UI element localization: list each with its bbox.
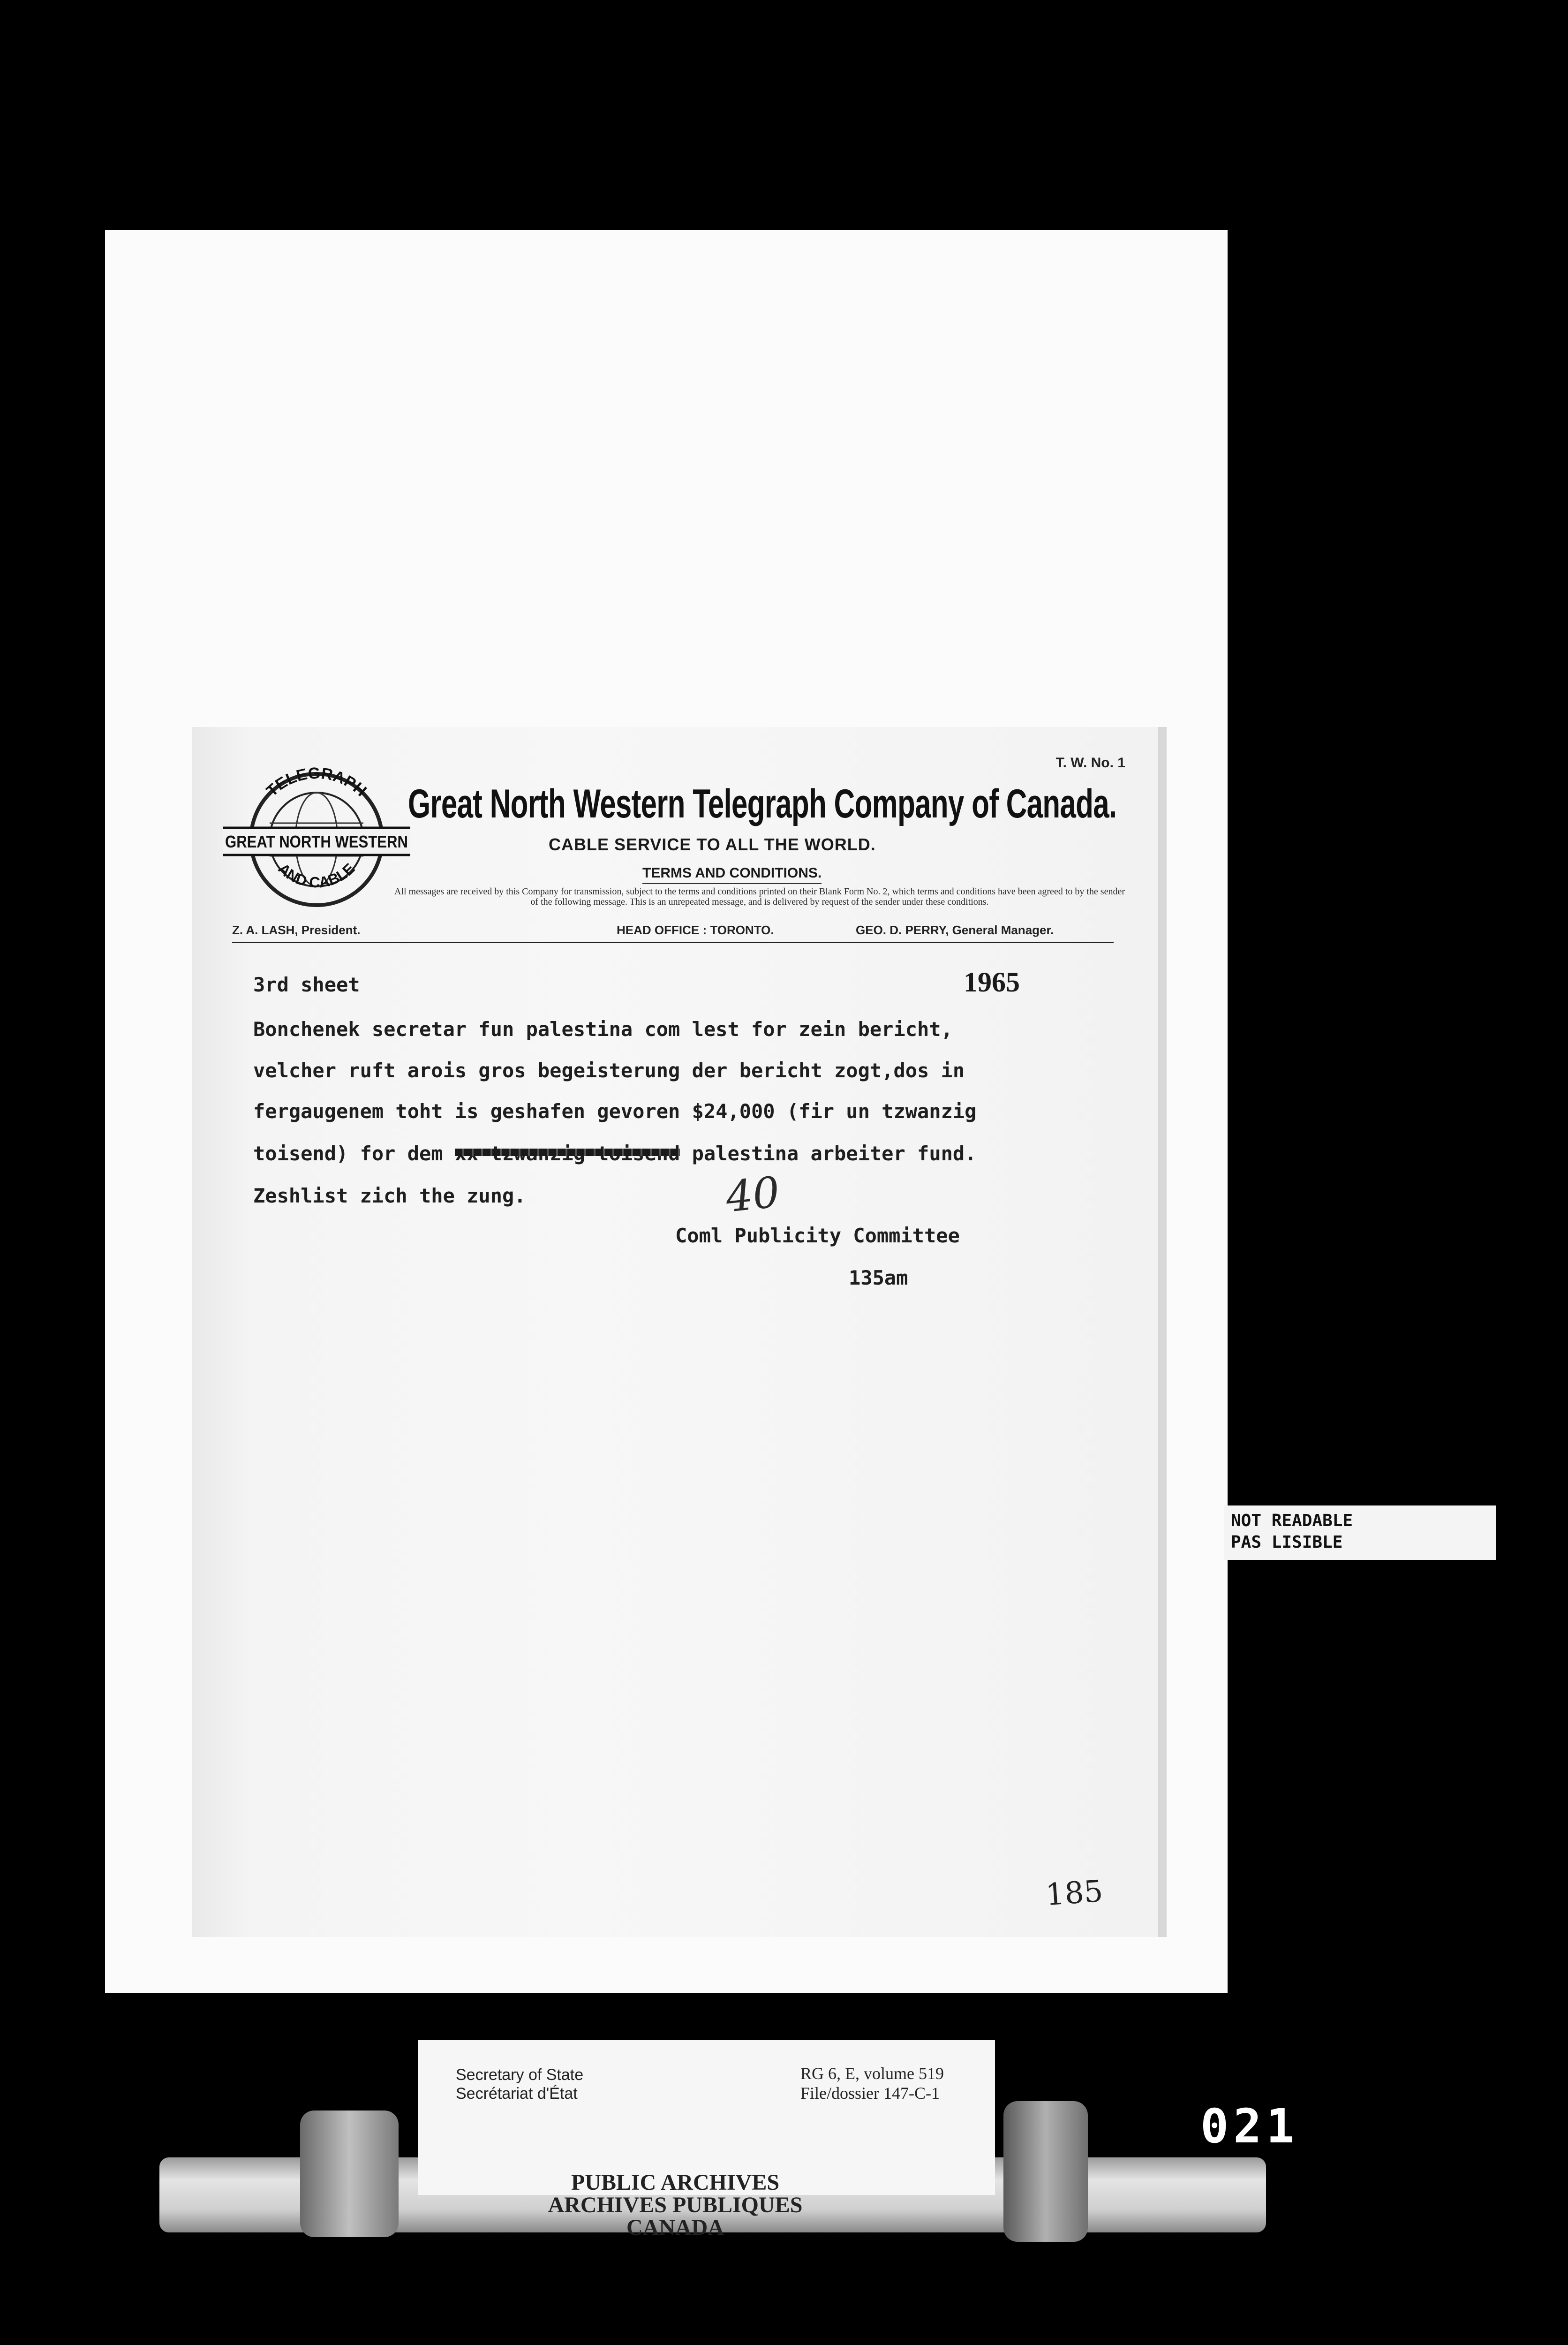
not-readable-tag [1224, 1505, 1496, 1560]
handwritten-mark: 40 [723, 1167, 782, 1222]
department-fr: Secrétariat d'État [456, 2085, 578, 2103]
terms-heading: TERMS AND CONDITIONS. [642, 865, 822, 884]
message-line-2: velcher ruft arois gros begeisterung der bericht zogt,dos in [253, 1059, 965, 1082]
signature: Coml Publicity Committee [675, 1224, 960, 1247]
head-office-label: HEAD OFFICE : TORONTO. [617, 923, 774, 937]
archives-line-1: PUBLIC ARCHIVES [571, 2170, 780, 2195]
message-line-4-end: palestina arbeiter fund. [680, 1142, 977, 1165]
president-label: Z. A. LASH, President. [232, 923, 361, 937]
department-en: Secretary of State [456, 2066, 584, 2084]
svg-text:TELEGRAPH [263, 764, 370, 800]
logo-bottom-text: AND CABLE [275, 860, 358, 891]
archive-ribbon-right [1003, 2101, 1088, 2242]
volume-reference: RG 6, E, volume 519 [800, 2064, 944, 2083]
frame-counter: 021 [1200, 2099, 1299, 2154]
terms-text: All messages are received by this Company for transmission, subject to the terms and conditions printed on their Blank Form No. 2, which terms and conditions have been agreed to by the sender of the following message. This is an unrepeated message, and is delivered by request of the sender under these conditions. [394, 886, 1125, 907]
file-reference: File/dossier 147-C-1 [800, 2084, 940, 2103]
form-number: T. W. No. 1 [1055, 755, 1125, 771]
company-logo [223, 762, 410, 917]
archives-line-2: ARCHIVES PUBLIQUES [548, 2193, 803, 2217]
sheet-label: 3rd sheet [253, 973, 360, 996]
tagline: CABLE SERVICE TO ALL THE WORLD. [549, 835, 876, 854]
archives-label [464, 2171, 886, 2239]
message-line-1: Bonchenek secretar fun palestina com lest for zein bericht, [253, 1018, 953, 1041]
message-line-5: Zeshlist zich the zung. [253, 1184, 526, 1207]
logo-center-text: GREAT NORTH WESTERN [225, 832, 408, 851]
struck-out-text [455, 1142, 680, 1165]
page-mark: 185 [1044, 1874, 1104, 1913]
strike-through-mark [455, 1149, 680, 1156]
general-manager-label: GEO. D. PERRY, General Manager. [856, 923, 1054, 937]
archive-ribbon-left [300, 2110, 399, 2237]
message-line-4 [253, 1142, 976, 1165]
telegram-form [192, 727, 1167, 1937]
svg-text:AND CABLE [275, 860, 358, 891]
message-number: 1965 [964, 967, 1020, 998]
time-code: 135am [849, 1266, 908, 1289]
not-readable-en: NOT READABLE [1231, 1511, 1353, 1530]
officers-line [232, 920, 1114, 943]
message-line-3: fergaugenem toht is geshafen gevoren $24,000 (fir un tzwanzig [253, 1100, 977, 1123]
not-readable-fr: PAS LISIBLE [1231, 1533, 1343, 1552]
logo-top-text: TELEGRAPH [263, 764, 370, 800]
message-line-4-start: toisend) for dem [253, 1142, 455, 1165]
company-name: Great North Western Telegraph Company of Canada. [408, 781, 1117, 826]
archives-line-3: CANADA [626, 2215, 724, 2240]
